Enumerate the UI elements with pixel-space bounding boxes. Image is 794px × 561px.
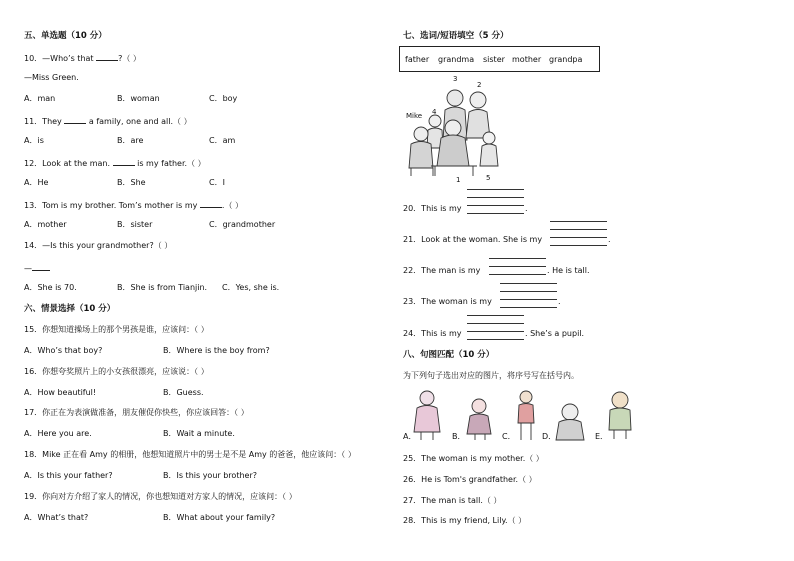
question-11: 11．They a family, one and all.（ ）	[24, 117, 192, 126]
question-14-reply: —	[24, 263, 50, 273]
option-a[interactable]: A．man	[24, 94, 56, 103]
option-c[interactable]: C．Yes, she is.	[222, 283, 280, 292]
punctuation: .	[608, 235, 611, 244]
picture-label: D．	[542, 432, 557, 441]
family-picture	[403, 76, 508, 184]
option-b[interactable]: B．are	[117, 136, 144, 145]
picture-d-grandfather	[556, 404, 584, 440]
option-c[interactable]: C．grandmother	[209, 220, 276, 229]
word-option: father	[405, 55, 430, 64]
option-a[interactable]: A．Is this your father?	[24, 471, 113, 480]
question-24-end: . She’s a pupil.	[525, 329, 585, 338]
figure-label: Mike	[406, 112, 423, 120]
figure-label: 5	[486, 174, 491, 182]
option-b[interactable]: B．Where is the boy from?	[163, 346, 270, 355]
question-18: 18．Mike 正在看 Amy 的相册，他想知道照片中的男士是不是 Amy 的爸爸，他应该问：（ ）	[24, 450, 356, 459]
option-c[interactable]: C．am	[209, 136, 236, 145]
question-22-end: . He is tall.	[547, 266, 590, 275]
section-7-title: 七、选词/短语填空（5 分）	[403, 31, 509, 41]
question-13: 13．Tom is my brother. Tom’s mother is my .（ ）	[24, 201, 244, 210]
question-28[interactable]: 28．This is my friend, Lily.（ ）	[403, 516, 527, 525]
question-24: 24．This is my	[403, 329, 462, 338]
figure-label: 2	[477, 81, 482, 89]
matching-pictures	[403, 388, 643, 444]
option-a[interactable]: A．mother	[24, 220, 67, 229]
option-a[interactable]: A．He	[24, 178, 49, 187]
question-10-answer: —Miss Green.	[24, 73, 79, 82]
section-8-instructions: 为下列句子选出对应的图片，将序号写在括号内。	[403, 371, 579, 380]
option-b[interactable]: B．sister	[117, 220, 153, 229]
question-15: 15．你想知道操场上的那个男孩是谁，应该问：（ ）	[24, 325, 209, 334]
question-12: 12．Look at the man. is my father.（ ）	[24, 159, 206, 168]
option-a[interactable]: A．She is 70.	[24, 283, 77, 292]
option-c[interactable]: C．I	[209, 178, 225, 187]
answer-blank[interactable]	[113, 158, 135, 166]
word-option: mother	[512, 55, 542, 64]
question-10: 10．—Who’s that ?（ ）	[24, 54, 141, 63]
question-16: 16．你想夸奖照片上的小女孩很漂亮，应该说：（ ）	[24, 367, 209, 376]
option-b[interactable]: B．She is from Tianjin.	[117, 283, 208, 292]
option-a[interactable]: A．Here you are.	[24, 429, 92, 438]
question-23: 23．The woman is my	[403, 297, 492, 306]
figure-label: 4	[432, 108, 437, 116]
picture-b-woman	[467, 399, 491, 440]
picture-e-boy	[609, 392, 631, 439]
section-5-title: 五、单选题（10 分）	[24, 31, 107, 41]
option-b[interactable]: B．She	[117, 178, 146, 187]
figure-label: 3	[453, 75, 458, 83]
question-25[interactable]: 25．The woman is my mother.（ ）	[403, 454, 544, 463]
picture-a-woman	[414, 391, 440, 440]
question-20: 20．This is my	[403, 204, 462, 213]
word-bank	[399, 46, 600, 72]
figure-label: 1	[456, 176, 461, 184]
question-26[interactable]: 26．He is Tom's grandfather.（ ）	[403, 475, 537, 484]
option-a[interactable]: A．What’s that?	[24, 513, 89, 522]
picture-label: A．	[403, 432, 417, 441]
option-b[interactable]: B．What about your family?	[163, 513, 276, 522]
option-a[interactable]: A．is	[24, 136, 44, 145]
answer-blank[interactable]	[200, 200, 222, 208]
question-27[interactable]: 27．The man is tall.（ ）	[403, 496, 502, 505]
option-b[interactable]: B．Wait a minute.	[163, 429, 235, 438]
answer-blank[interactable]	[32, 263, 50, 271]
word-option: sister	[483, 55, 505, 64]
question-21: 21．Look at the woman. She is my	[403, 235, 543, 244]
question-14: 14．—Is this your grandmother?（ ）	[24, 241, 173, 250]
punctuation: .	[525, 204, 528, 213]
question-22: 22．The man is my	[403, 266, 481, 275]
word-option: grandma	[438, 55, 475, 64]
punctuation: .	[558, 297, 561, 306]
option-a[interactable]: A．Who’s that boy?	[24, 346, 103, 355]
picture-label: E．	[595, 432, 609, 441]
question-19: 19．你向对方介绍了家人的情况，你也想知道对方家人的情况，应该问：（ ）	[24, 492, 297, 501]
option-b[interactable]: B．Guess.	[163, 388, 204, 397]
picture-label: C．	[502, 432, 516, 441]
picture-c-man	[518, 391, 534, 440]
picture-label: B．	[452, 432, 466, 441]
answer-blank[interactable]	[96, 53, 118, 61]
question-17: 17．你正在为表演做准备，朋友催促你快些，你应该回答：（ ）	[24, 408, 249, 417]
option-c[interactable]: C．boy	[209, 94, 238, 103]
option-b[interactable]: B．woman	[117, 94, 160, 103]
option-a[interactable]: A．How beautiful!	[24, 388, 97, 397]
answer-blank[interactable]	[64, 116, 86, 124]
word-option: grandpa	[549, 55, 583, 64]
section-6-title: 六、情景选择（10 分）	[24, 304, 116, 314]
option-b[interactable]: B．Is this your brother?	[163, 471, 257, 480]
section-8-title: 八、句图匹配（10 分）	[403, 350, 495, 360]
